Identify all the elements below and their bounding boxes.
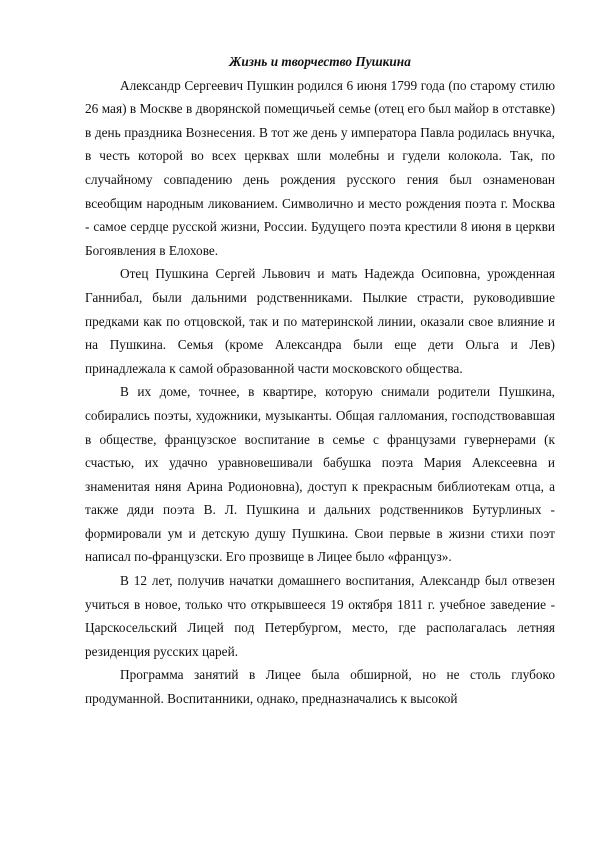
paragraph: Программа занятий в Лицее была обширной, но не столь глубоко продуманной. Воспитанники, однако, предназначались к высокой (85, 667, 555, 707)
paragraph: Отец Пушкина Сергей Львович и мать Надежда Осиповна, урожденная Ганнибал, были дальними родственниками. Пылкие страсти, руководившие предками как по отцовской, так и по материнской линии, оказали свое влияние и на Пушкина. Семья (кроме Александра были еще дети Ольга и Лев) принадлежала к самой образованной части московского общества. (85, 266, 555, 376)
paragraph: Александр Сергеевич Пушкин родился 6 июня 1799 года (по старому стилю 26 мая) в Москве в дворянской помещичьей семье (отец его был майор в отставке) в день праздника Вознесения. В тот же день у императора Павла родилась внучка, в честь которой во всех церквах шли молебны и гудели колокола. Так, по случайному совпадению день рождения русского гения был ознаменован всеобщим народным ликованием. Символично и место рождения поэта г. Москва - самое сердце русской жизни, России. Будущего поэта крестили 8 июня в церкви Богоявления в Елохове. (85, 77, 555, 258)
paragraph: В 12 лет, получив начатки домашнего воспитания, Александр был отвезен учиться в новое, только что открывшееся 19 октября 1811 г. учебное заведение - Царскосельский Лицей под Петербургом, место, где располагалась летняя резиденция русских царей. (85, 573, 555, 659)
paragraph: В их доме, точнее, в квартире, которую снимали родители Пушкина, собирались поэты, художники, музыканты. Общая галломания, господствовавшая в обществе, французское воспитание в семье с французами гувернерами (к счастью, их удачно уравновешивали бабушка поэта Мария Алексеевна и знаменитая няня Арина Родионовна), доступ к прекрасным библиотекам отца, а также дяди поэта В. Л. Пушкина и дальних родственников Бутурлиных - формировали ум и детскую душу Пушкина. Свои первые в жизни стихи поэт написал по-французски. Его прозвище в Лицее было «француз». (85, 384, 555, 565)
document-body (85, 50, 555, 711)
document-title: Жизнь и творчество Пушкина (229, 54, 411, 69)
